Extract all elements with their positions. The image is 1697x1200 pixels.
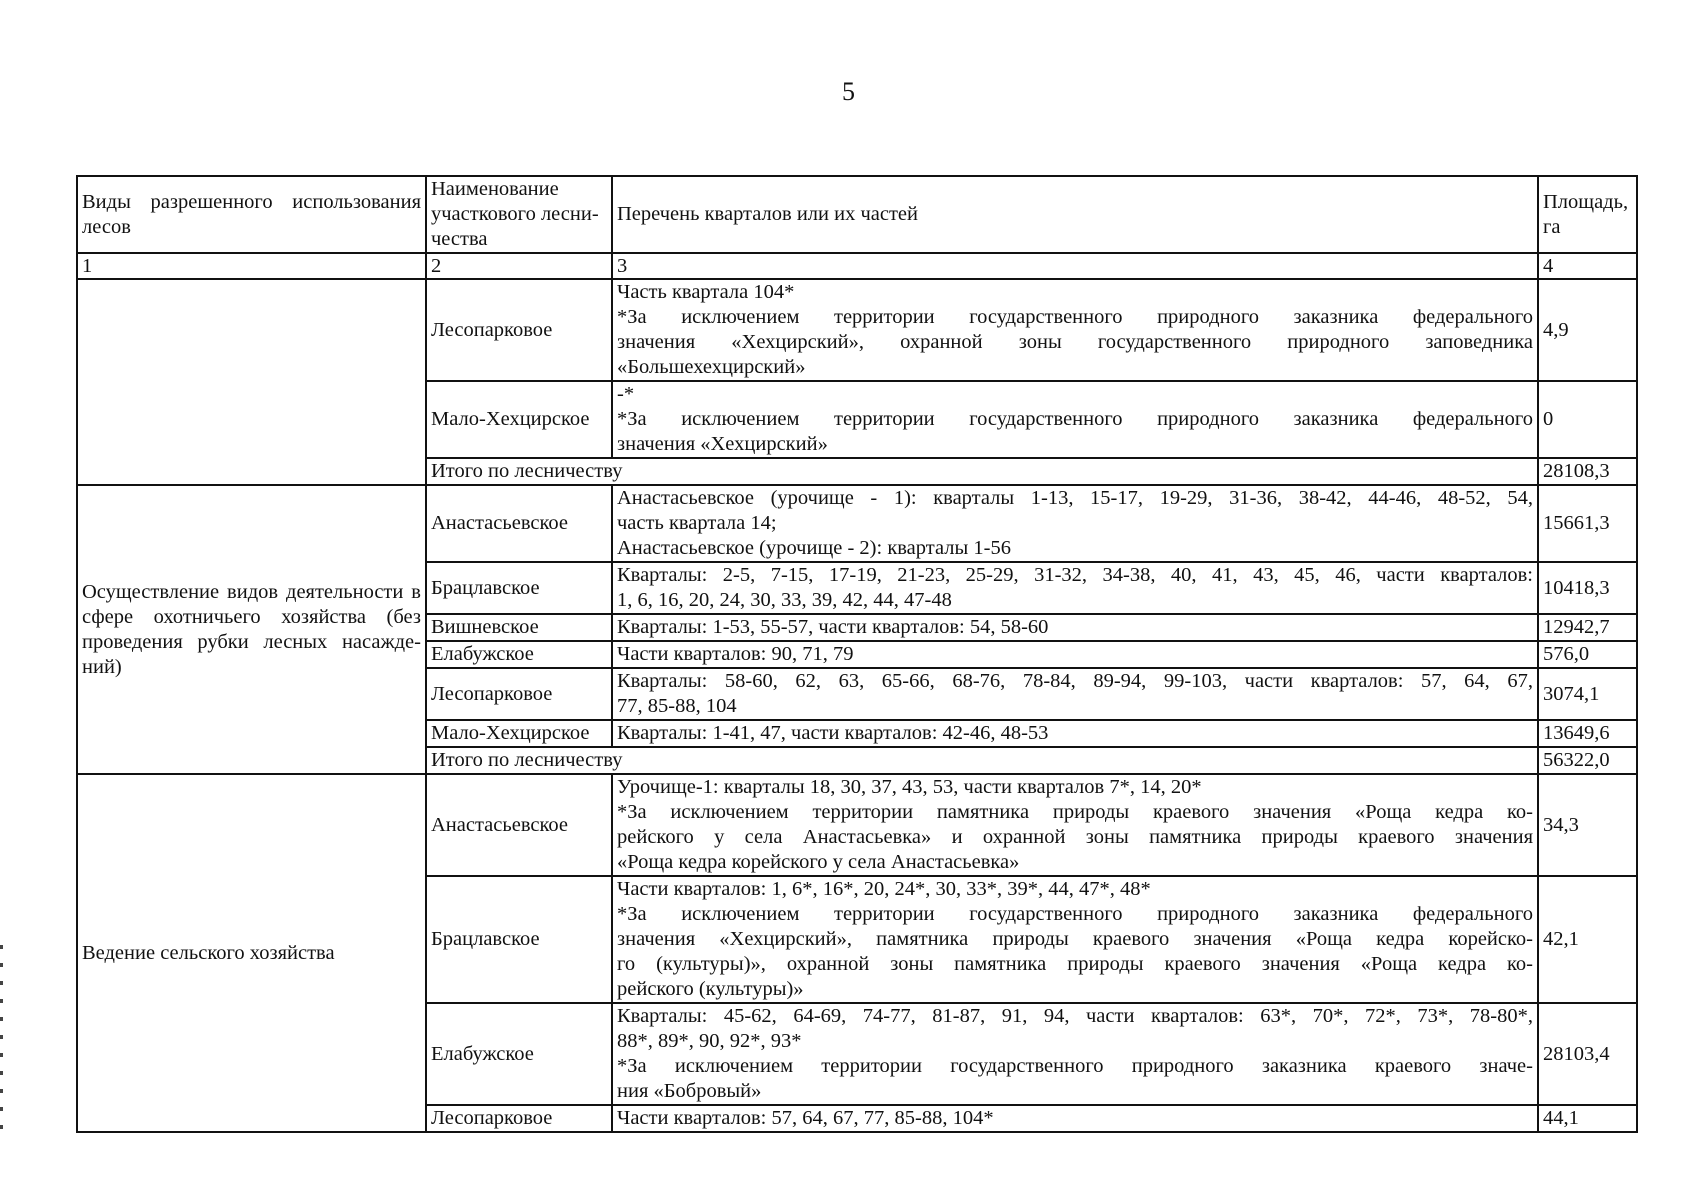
- total-label: Итого по лесничеству: [426, 458, 1538, 485]
- quarters-list: Части кварталов: 57, 64, 67, 77, 85-88, 104*: [612, 1105, 1538, 1132]
- table-row: [77, 279, 1637, 381]
- usage-cell: Ведение сельского хозяйства: [77, 774, 426, 1132]
- header-area: Площадь, га: [1538, 176, 1637, 253]
- forest-use-table: [76, 175, 1638, 1133]
- area-value: 28103,4: [1538, 1003, 1637, 1105]
- quarters-list: Кварталы: 1-53, 55-57, части кварталов: 54, 58-60: [612, 614, 1538, 641]
- column-number-2: 2: [426, 253, 612, 279]
- quarters-list: Кварталы: 2-5, 7-15, 17-19, 21-23, 25-29, 31-32, 34-38, 40, 41, 43, 45, 46, части кварталов: 1, 6, 16, 20, 24, 30, 33, 39, 42, 44, 47-48: [612, 562, 1538, 614]
- total-label: Итого по лесничеству: [426, 747, 1538, 774]
- usage-cell-empty: [77, 279, 426, 485]
- quarters-list: Кварталы: 45-62, 64-69, 74-77, 81-87, 91, 94, части кварталов: 63*, 70*, 72*, 73*, 78-80*, 88*, 89*, 90, 92*, 93* *За исключением территории государственного природного заказника краевого значе- ния «Бобровый»: [612, 1003, 1538, 1105]
- table-row: [77, 774, 1637, 876]
- forestry-name: Елабужское: [426, 1003, 612, 1105]
- quarters-list: Урочище-1: кварталы 18, 30, 37, 43, 53, части кварталов 7*, 14, 20* *За исключением территории памятника природы краевого значения «Роща кедра ко- рейского у села Анастасьевка» и охранной зоны памятника природы краевого значения «Роща кедра корейского у села Анастасьевка»: [612, 774, 1538, 876]
- area-value: 44,1: [1538, 1105, 1637, 1132]
- table-header-row: [77, 176, 1637, 253]
- area-value: 10418,3: [1538, 562, 1637, 614]
- forestry-name: Лесопарковое: [426, 668, 612, 720]
- area-value: 12942,7: [1538, 614, 1637, 641]
- column-numbers-row: [77, 253, 1637, 279]
- quarters-list: Кварталы: 1-41, 47, части кварталов: 42-46, 48-53: [612, 720, 1538, 747]
- scan-margin-marks: [0, 945, 3, 1135]
- forestry-name: Анастасьевское: [426, 485, 612, 562]
- total-area: 56322,0: [1538, 747, 1637, 774]
- area-value: 34,3: [1538, 774, 1637, 876]
- quarters-list: Кварталы: 58-60, 62, 63, 65-66, 68-76, 78-84, 89-94, 99-103, части кварталов: 57, 64, 67, 77, 85-88, 104: [612, 668, 1538, 720]
- table-row: [77, 485, 1637, 562]
- forestry-name: Брацлавское: [426, 562, 612, 614]
- column-number-3: 3: [612, 253, 1538, 279]
- forestry-name: Мало-Хехцирское: [426, 720, 612, 747]
- area-value: 13649,6: [1538, 720, 1637, 747]
- area-value: 3074,1: [1538, 668, 1637, 720]
- usage-cell: Осуществление видов деятельности в сфере охотничьего хозяйства (без проведения рубки лесных насажде- ний): [77, 485, 426, 774]
- area-value: 42,1: [1538, 876, 1637, 1003]
- quarters-list: Часть квартала 104* *За исключением территории государственного природного заказника федерального значения «Хехцирский», охранной зоны государственного природного заповедника «Большехехцирский»: [612, 279, 1538, 381]
- forestry-name: Лесопарковое: [426, 279, 612, 381]
- area-value: 576,0: [1538, 641, 1637, 668]
- area-value: 0: [1538, 381, 1637, 458]
- area-value: 4,9: [1538, 279, 1637, 381]
- forestry-name: Лесопарковое: [426, 1105, 612, 1132]
- quarters-list: Анастасьевское (урочище - 1): кварталы 1-13, 15-17, 19-29, 31-36, 38-42, 44-46, 48-52, 54, часть квартала 14; Анастасьевское (урочище - 2): кварталы 1-56: [612, 485, 1538, 562]
- area-value: 15661,3: [1538, 485, 1637, 562]
- forestry-name: Мало-Хехцирское: [426, 381, 612, 458]
- header-usage: Виды разрешенного использования лесов: [77, 176, 426, 253]
- column-number-1: 1: [77, 253, 426, 279]
- header-forestry: Наименование участкового лесни- чества: [426, 176, 612, 253]
- forestry-name: Елабужское: [426, 641, 612, 668]
- quarters-list: Части кварталов: 1, 6*, 16*, 20, 24*, 30, 33*, 39*, 44, 47*, 48* *За исключением территории государственного природного заказника федерального значения «Хехцирский», памятника природы краевого значения «Роща кедра корейско- го (культуры)», охранной зоны памятника природы краевого значения «Роща кедра ко- рейского (культуры)»: [612, 876, 1538, 1003]
- forestry-name: Вишневское: [426, 614, 612, 641]
- forestry-name: Брацлавское: [426, 876, 612, 1003]
- header-quarters: Перечень кварталов или их частей: [612, 176, 1538, 253]
- page-number: 5: [842, 77, 855, 106]
- forestry-name: Анастасьевское: [426, 774, 612, 876]
- column-number-4: 4: [1538, 253, 1637, 279]
- quarters-list: -* *За исключением территории государственного природного заказника федерального значения «Хехцирский»: [612, 381, 1538, 458]
- quarters-list: Части кварталов: 90, 71, 79: [612, 641, 1538, 668]
- total-area: 28108,3: [1538, 458, 1637, 485]
